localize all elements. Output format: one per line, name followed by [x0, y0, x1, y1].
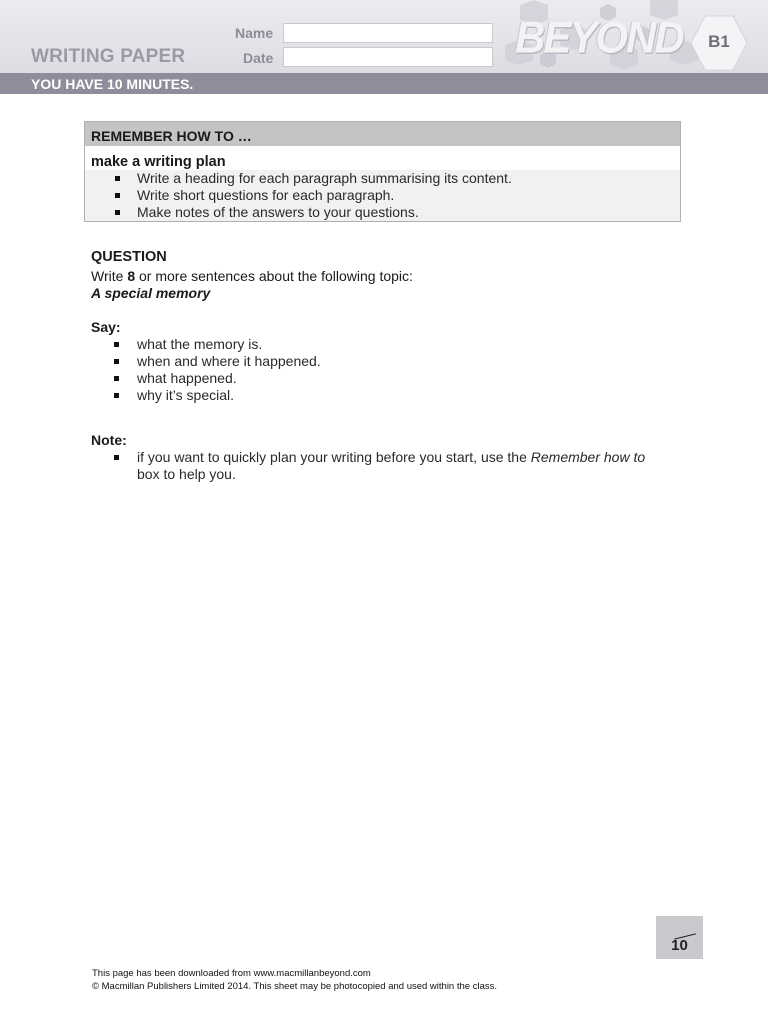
question-heading: QUESTION [91, 249, 167, 265]
square-bullet-icon [114, 342, 119, 347]
footer-download-line: This page has been downloaded from www.macmillanbeyond.com [92, 968, 371, 979]
footer-copyright-line: © Macmillan Publishers Limited 2014. This sheet may be photocopied and used within the class. [92, 981, 497, 992]
remember-box-heading: REMEMBER HOW TO … [85, 122, 680, 146]
question-instruction: Write 8 or more sentences about the following topic: [91, 268, 413, 284]
square-bullet-icon [114, 455, 119, 460]
list-item: if you want to quickly plan your writing before you start, use the Remember how to box to help you. [91, 449, 661, 483]
square-bullet-icon [114, 393, 119, 398]
square-bullet-icon [115, 176, 120, 181]
note-list [91, 449, 661, 483]
list-item: Write a heading for each paragraph summarising its content. [85, 170, 680, 187]
score-box [656, 916, 703, 959]
name-field[interactable] [283, 23, 493, 43]
note-label: Note: [91, 432, 127, 448]
page-footer [92, 967, 497, 993]
level-badge-label: B1 [708, 32, 730, 51]
page-header [0, 0, 768, 73]
list-item: why it’s special. [91, 387, 691, 404]
square-bullet-icon [114, 376, 119, 381]
name-label: Name [235, 25, 274, 41]
page-title: WRITING PAPER [31, 46, 186, 67]
list-item: Make notes of the answers to your questions. [85, 204, 680, 221]
list-item: when and where it happened. [91, 353, 691, 370]
score-total: 10 [671, 937, 688, 954]
say-label: Say: [91, 319, 121, 335]
list-item: what happened. [91, 370, 691, 387]
square-bullet-icon [114, 359, 119, 364]
remember-box-subheading: make a writing plan [85, 146, 680, 170]
date-label: Date [243, 50, 274, 66]
date-field[interactable] [283, 47, 493, 67]
list-item: what the memory is. [91, 336, 691, 353]
question-section [91, 249, 691, 483]
beyond-logo: BEYOND [515, 12, 683, 63]
remember-list [85, 170, 680, 221]
remember-how-to-box [84, 121, 681, 222]
say-list [91, 336, 691, 404]
square-bullet-icon [115, 193, 120, 198]
square-bullet-icon [115, 210, 120, 215]
question-topic: A special memory [91, 285, 211, 301]
time-limit-bar: YOU HAVE 10 MINUTES. [0, 73, 768, 94]
list-item: Write short questions for each paragraph. [85, 187, 680, 204]
